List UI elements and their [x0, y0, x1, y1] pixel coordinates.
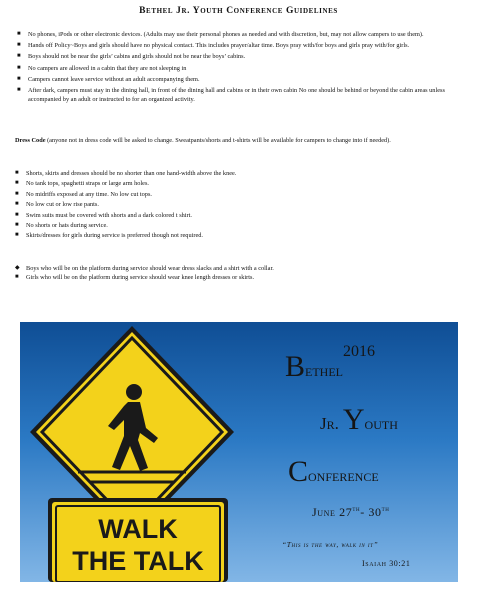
square-bullet-icon: ■ [15, 190, 19, 197]
dress-code-list [2, 169, 472, 242]
sign-text-walk: WALK [98, 514, 178, 544]
document-title: Bethel Jr. Youth Conference Guidelines [139, 6, 338, 16]
square-bullet-icon: ■ [15, 221, 19, 228]
walk-the-talk-plate [48, 498, 228, 582]
list-item: ■ No low cut or low rise pants. [15, 201, 99, 209]
square-bullet-icon: ■ [15, 274, 19, 281]
dress-code-intro: Dress Code (anyone not in dress code will be asked to change. Sweatpants/shorts and t-shirts will be available for campers to change into if needed). [15, 137, 391, 144]
square-bullet-icon: ■ [17, 64, 21, 71]
general-rules-list [4, 30, 474, 106]
square-bullet-icon: ■ [17, 31, 21, 37]
walk-the-talk-sign-icon [20, 322, 458, 582]
conference-dates: June 27th- 30th [312, 505, 390, 519]
square-bullet-icon: ■ [17, 53, 21, 60]
square-bullet-icon: ■ [17, 75, 21, 82]
sign-text-the-talk: THE TALK [72, 546, 204, 576]
conference-name-bethel: Bethel [285, 350, 344, 383]
list-item: ■ Girls who will be on the platform during service should wear knee length dresses or skirts. [15, 274, 255, 282]
list-item: ■ No tank tops, spaghetti straps or large arm holes. [15, 180, 149, 188]
list-item: ■ Shorts, skirts and dresses should be no shorter than one hand-width above the knee. [15, 170, 237, 177]
square-bullet-icon: ■ [15, 170, 19, 176]
list-item: ◆ Boys who will be on the platform during service should wear dress slacks and a shirt with a collar. [15, 265, 274, 272]
square-bullet-icon: ■ [17, 87, 21, 94]
platform-rules-list [2, 264, 472, 282]
list-item: ■ No phones, iPods or other electronic devices. (Adults may use their personal phones as needed and with discretion, but, may not allow campers to use them). [17, 31, 424, 38]
diamond-bullet-icon: ◆ [15, 265, 20, 271]
list-item: ■ No shorts or hats during service. [15, 221, 108, 229]
square-bullet-icon: ■ [17, 42, 21, 49]
conference-banner [20, 322, 458, 582]
square-bullet-icon: ■ [15, 201, 19, 208]
conference-name-conference: Conference [288, 455, 379, 488]
list-item: ■ Skirts/dresses for girls during service is preferred though not required. [15, 232, 203, 240]
conference-year: 2016 [343, 343, 375, 360]
list-item: ■ No midriffs exposed at any time. No low cut tops. [15, 190, 152, 198]
list-item: ■ Swim suits must be covered with shorts and a dark colored t shirt. [15, 211, 192, 219]
list-item: ■ Hands off Policy~Boys and girls should have no physical contact. This includes prayer/altar time. Boys pray with/for boys and girls pray with/for girls. [17, 42, 410, 50]
list-item: ■ After dark, campers must stay in the dining hall, in front of the dining hall and cabins or in their own cabin No one should be behind or beyond the cabin areas unless accompanied by an adult or instructed to for an organized activity. [17, 87, 445, 104]
square-bullet-icon: ■ [15, 232, 19, 239]
square-bullet-icon: ■ [15, 180, 19, 187]
list-item: ■ Campers cannot leave service without an adult accompanying them. [17, 75, 200, 83]
list-item: ■ Boys should not be near the girls’ cabins and girls should not be near the boys’ cabins. [17, 53, 246, 61]
square-bullet-icon: ■ [15, 211, 19, 218]
dress-code-heading: Dress Code [15, 137, 46, 144]
conference-name-jr-youth: Jr. Youth [320, 403, 398, 436]
scripture-reference: Isaiah 30:21 [362, 559, 411, 568]
list-item: ■ No campers are allowed in a cabin that they are not sleeping in [17, 64, 187, 72]
scripture-quote: “This is the way, walk in it” [282, 540, 379, 549]
